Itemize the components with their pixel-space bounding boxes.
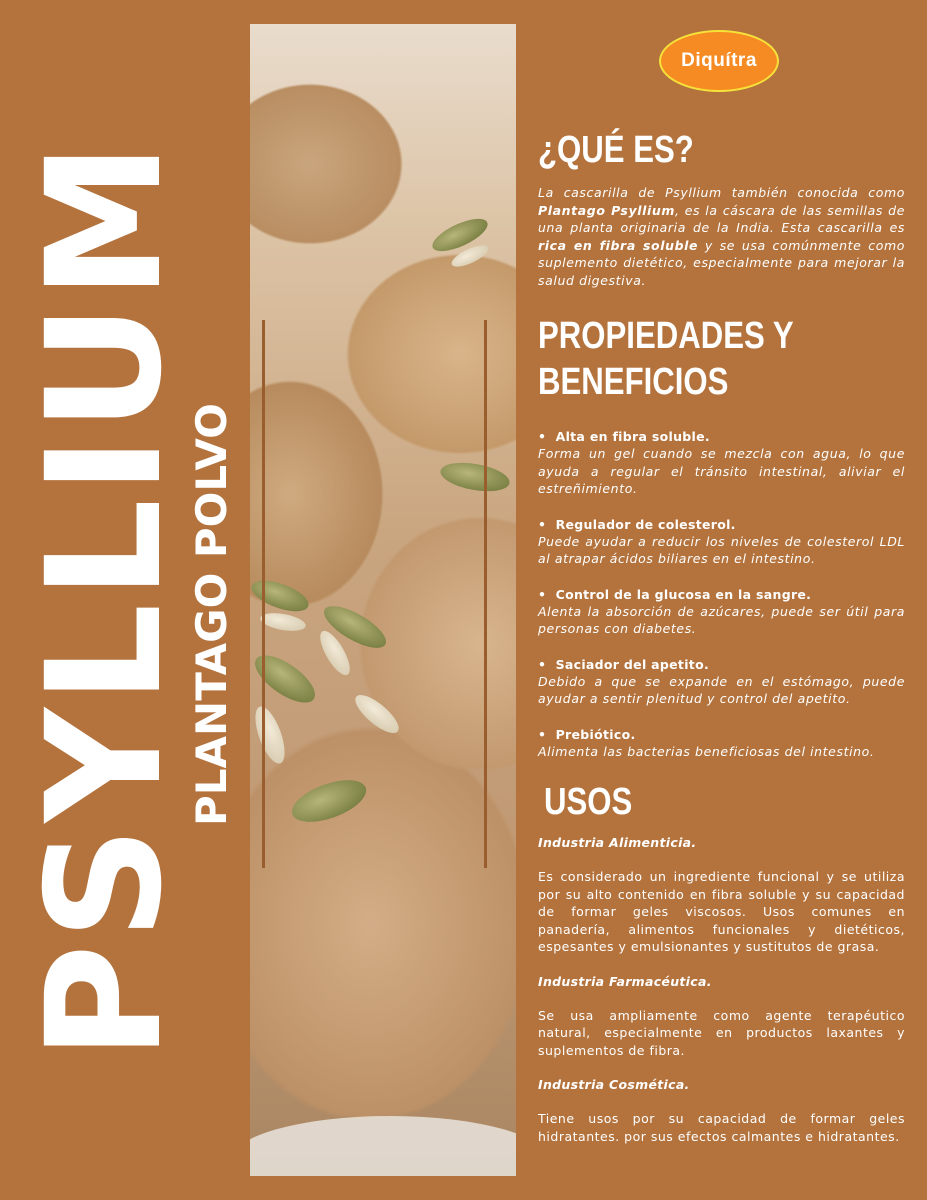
- usos-heading: USOS: [544, 781, 633, 823]
- benefit-title: • Regulador de colesterol.: [538, 516, 736, 532]
- bread-photo: [250, 24, 516, 1176]
- benefit-desc: Alenta la absorción de azúcares, puede ser útil para personas con diabetes.: [538, 603, 905, 636]
- usos-list: [538, 834, 905, 1145]
- benefit-desc: Forma un gel cuando se mezcla con agua, lo que ayuda a regular el tránsito intestinal, aliviar el estreñimiento.: [538, 446, 905, 496]
- benefit-title: • Saciador del apetito.: [538, 656, 710, 672]
- propiedades-heading-1: PROPIEDADES Y: [538, 315, 794, 357]
- que-es-text: La cascarilla de Psyllium también conocida como: [538, 185, 905, 200]
- benefit-desc: Puede ayudar a reducir los niveles de colesterol LDL al atrapar ácidos biliares en el intestino.: [538, 533, 905, 566]
- brand-logo-text: Diquítra: [681, 50, 757, 71]
- benefit-title: • Prebiótico.: [538, 726, 636, 742]
- benefit-desc: Alimenta las bacterias beneficiosas del intestino.: [538, 743, 875, 759]
- benefit-title-text: Saciador del apetito.: [555, 656, 710, 672]
- que-es-heading: ¿QUÉ ES?: [538, 129, 694, 171]
- use-title: Industria Farmacéutica.: [538, 973, 712, 989]
- brand-logo: [659, 30, 779, 92]
- section-que-es: [538, 128, 905, 289]
- sunflower-seed: [259, 610, 307, 634]
- section-usos: [538, 780, 905, 1162]
- benefits-list: [538, 428, 905, 760]
- sunflower-seed: [250, 703, 291, 767]
- benefit-title-text: Control de la glucosa en la sangre.: [555, 586, 812, 602]
- benefit-title-text: Regulador de colesterol.: [555, 516, 736, 532]
- propiedades-heading-2: BENEFICIOS: [538, 361, 729, 403]
- que-es-text: , es la cáscara de las semillas de una planta originaria de la India. Esta cascarilla es: [538, 202, 905, 235]
- divider-line: [484, 320, 487, 868]
- main-title: PSYLLIUM: [13, 138, 197, 1060]
- sunflower-seed: [350, 689, 404, 739]
- list-item: [538, 656, 905, 708]
- list-item: [538, 428, 905, 498]
- benefit-title: • Alta en fibra soluble.: [538, 429, 710, 444]
- benefit-title-text: Alta en fibra soluble.: [555, 429, 710, 444]
- benefit-desc: Debido a que se expande en el estómago, puede ayudar a sentir plenitud y control del apetito.: [538, 673, 905, 706]
- section-propiedades: [538, 314, 905, 778]
- use-title: Industria Alimenticia.: [538, 835, 697, 850]
- benefit-title-text: Prebiótico.: [555, 726, 636, 742]
- divider-line: [262, 320, 265, 868]
- pumpkin-seed: [250, 647, 322, 712]
- benefit-title: • Control de la glucosa en la sangre.: [538, 586, 812, 602]
- use-body: Es considerado un ingrediente funcional y se utiliza por su alto contenido en fibra soluble y su capacidad de formar geles viscosos. Usos comunes en panadería, alimentos funcionales y dietéticos, espesantes y emulsionantes y sustitutos de grasa.: [538, 869, 905, 954]
- pumpkin-seed: [438, 458, 511, 496]
- plate: [250, 1116, 516, 1176]
- use-body: Se usa ampliamente como agente terapéutico natural, especialmente en productos laxantes y suplementos de fibra.: [538, 1007, 905, 1058]
- list-item: [538, 516, 905, 568]
- que-es-text: y se usa comúnmente como suplemento dietético, especialmente para mejorar la salud digestiva.: [538, 237, 905, 288]
- subtitle: PLANTAGO POLVO: [187, 403, 236, 826]
- list-item: [538, 586, 905, 638]
- que-es-bold: Plantago Psyllium: [538, 202, 675, 218]
- pumpkin-seed: [250, 574, 312, 617]
- pumpkin-seed: [287, 772, 372, 831]
- use-title: Industria Cosmética.: [538, 1077, 690, 1092]
- que-es-bold: rica en fibra soluble: [538, 237, 699, 253]
- list-item: [538, 726, 905, 761]
- use-body: Tiene usos por su capacidad de formar geles hidratantes. por sus efectos calmantes e hidratantes.: [538, 1111, 905, 1144]
- que-es-paragraph: [538, 184, 905, 289]
